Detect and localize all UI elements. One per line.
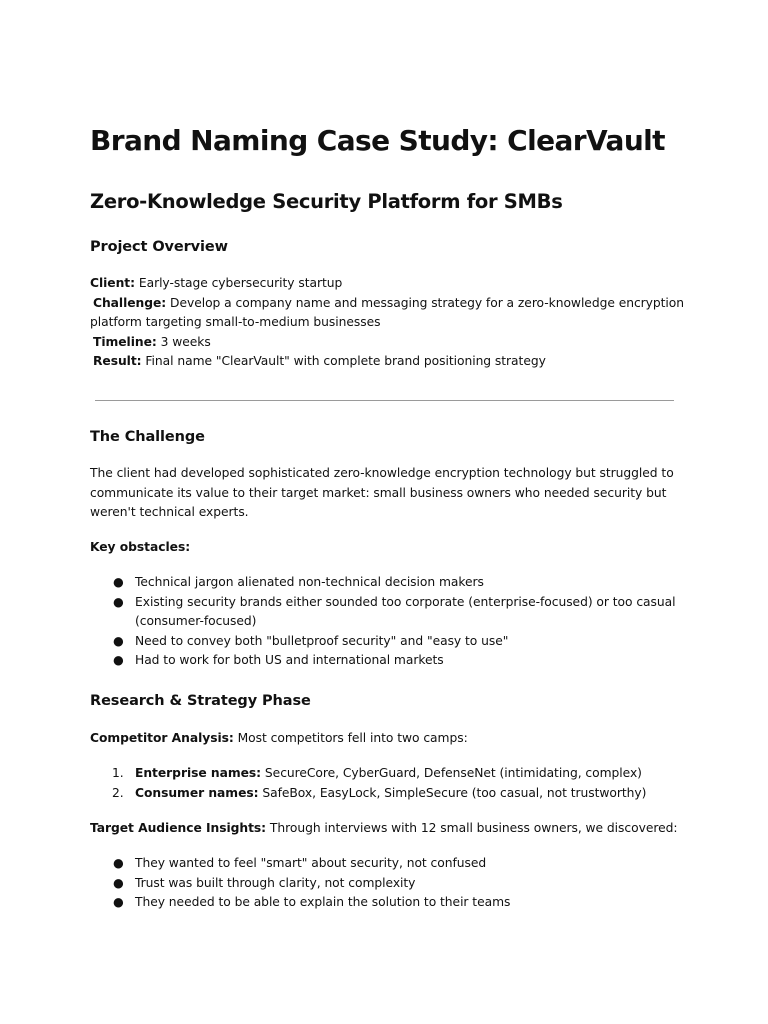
- research-heading: Research & Strategy Phase: [90, 693, 311, 709]
- competitor-analysis-label: Competitor Analysis:: [90, 731, 234, 745]
- bullet-icon: ●: [113, 895, 124, 910]
- bullet-icon: ●: [113, 594, 124, 609]
- list-item-text: They needed to be able to explain the solution to their teams: [135, 895, 511, 910]
- document-page: [90, 0, 685, 1024]
- insights-value: Through interviews with 12 small business owners, we discovered:: [266, 821, 678, 835]
- client-value: Early-stage cybersecurity startup: [135, 276, 343, 290]
- list-item-text: Technical jargon alienated non-technical decision makers: [135, 575, 484, 589]
- key-obstacles-label: [90, 538, 680, 558]
- list-item-text: Trust was built through clarity, not complexity: [135, 875, 416, 890]
- obstacles-list: [90, 573, 676, 671]
- bullet-icon: ●: [113, 653, 124, 668]
- challenge-paragraph-line: communicate its value to their target market: small business owners who needed security but: [90, 485, 667, 500]
- document-title: Brand Naming Case Study: ClearVault: [90, 124, 665, 157]
- challenge-line-continued: platform targeting small-to-medium businesses: [90, 315, 381, 330]
- target-audience-insights: [90, 819, 680, 839]
- timeline-label: Timeline:: [93, 334, 157, 349]
- challenge-line: [90, 294, 685, 314]
- result-value: Final name "ClearVault" with complete brand positioning strategy: [141, 354, 546, 369]
- result-label: Result:: [93, 354, 142, 369]
- list-item-text: Existing security brands either sounded too corporate (enterprise-focused) or too casual: [135, 594, 676, 609]
- list-item-text: They wanted to feel "smart" about security, not confused: [135, 856, 487, 870]
- list-item-text-continued: (consumer-focused): [135, 614, 257, 629]
- key-obstacles-label-text: Key obstacles:: [90, 540, 191, 554]
- timeline-line: [90, 333, 680, 353]
- list-item: [90, 632, 650, 652]
- list-item: [90, 573, 650, 593]
- camp-value: SafeBox, EasyLock, SimpleSecure (too casual, not trustworthy): [258, 785, 647, 800]
- horizontal-divider: [95, 400, 674, 401]
- project-overview-details: [90, 274, 685, 372]
- list-item: [90, 593, 676, 632]
- challenge-paragraph-line: weren't technical experts.: [90, 505, 249, 520]
- insights-list: [90, 854, 650, 913]
- bullet-icon: ●: [113, 633, 124, 648]
- timeline-value: 3 weeks: [156, 334, 211, 349]
- bullet-icon: ●: [113, 856, 124, 870]
- list-number: 1.: [112, 766, 124, 780]
- project-overview-heading: Project Overview: [90, 239, 228, 255]
- result-line: [90, 352, 680, 372]
- list-item: [90, 784, 650, 804]
- camp-value: SecureCore, CyberGuard, DefenseNet (intimidating, complex): [261, 766, 642, 780]
- challenge-paragraph-line: The client had developed sophisticated zero-knowledge encryption technology but struggled to: [90, 466, 674, 480]
- document-subtitle: Zero-Knowledge Security Platform for SMBs: [90, 190, 563, 213]
- list-item-text: Need to convey both "bulletproof security" and "easy to use": [135, 633, 509, 648]
- list-item: [90, 874, 650, 894]
- client-label: Client:: [90, 276, 135, 290]
- list-item: [90, 854, 650, 874]
- competitor-camps-list: [90, 764, 650, 803]
- challenge-value: Develop a company name and messaging strategy for a zero-knowledge encryption: [166, 295, 685, 310]
- challenge-heading: The Challenge: [90, 429, 205, 445]
- competitor-analysis: [90, 729, 680, 749]
- client-line: [90, 274, 680, 294]
- list-number: 2.: [112, 785, 124, 800]
- list-item: [90, 651, 650, 671]
- competitor-analysis-value: Most competitors fell into two camps:: [233, 731, 468, 745]
- challenge-label: Challenge:: [93, 295, 167, 310]
- camp-label: Enterprise names:: [135, 766, 262, 780]
- insights-label: Target Audience Insights:: [90, 821, 267, 835]
- list-item: [90, 893, 650, 913]
- bullet-icon: ●: [113, 575, 124, 589]
- list-item: [90, 764, 650, 784]
- list-item-text: Had to work for both US and international markets: [135, 653, 444, 668]
- challenge-paragraph: [90, 464, 680, 523]
- bullet-icon: ●: [113, 875, 124, 890]
- camp-label: Consumer names:: [135, 785, 259, 800]
